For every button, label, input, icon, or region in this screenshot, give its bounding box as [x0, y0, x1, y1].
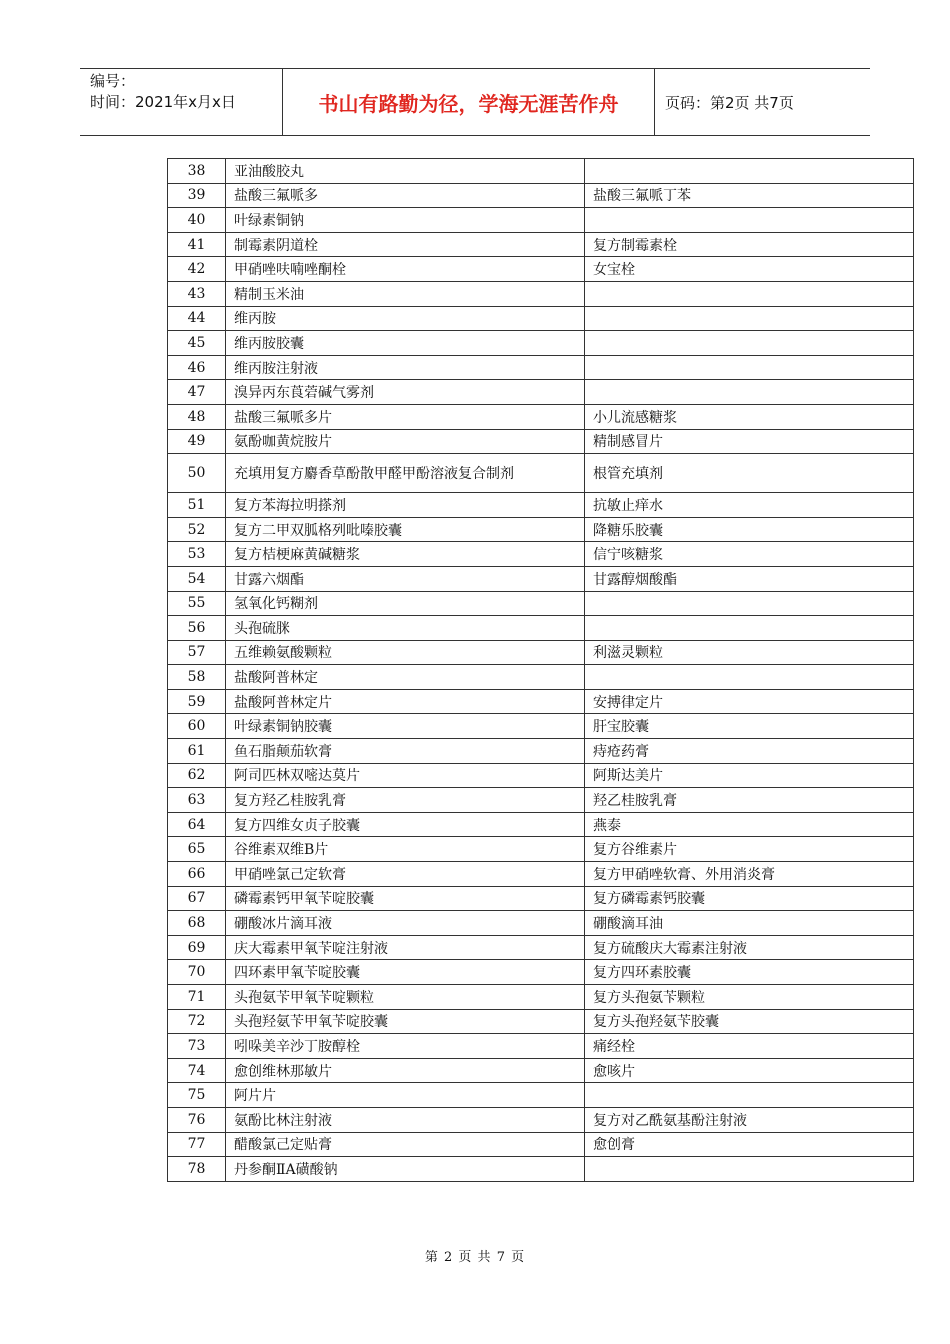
row-number-cell: 66 [168, 862, 226, 887]
drug-name-table [167, 158, 914, 1182]
table-row [168, 788, 914, 813]
row-number-cell: 56 [168, 616, 226, 641]
drug-name-cell: 精制玉米油 [226, 281, 585, 306]
original-name-cell: 羟乙桂胺乳膏 [585, 788, 914, 813]
table-row [168, 542, 914, 567]
drug-name-cell: 制霉素阴道栓 [226, 232, 585, 257]
original-name-cell: 阿斯达美片 [585, 763, 914, 788]
table-row [168, 640, 914, 665]
drug-name-cell: 复方苯海拉明搽剂 [226, 493, 585, 518]
drug-name-cell: 甲硝唑呋喃唑酮栓 [226, 257, 585, 282]
row-number-cell: 43 [168, 281, 226, 306]
original-name-cell: 复方谷维素片 [585, 837, 914, 862]
page-footer: 第 2 页 共 7 页 [424, 1250, 526, 1265]
original-name-cell: 抗敏止痒水 [585, 493, 914, 518]
row-number-cell: 40 [168, 208, 226, 233]
drug-name-cell: 头孢羟氨苄甲氧苄啶胶囊 [226, 1009, 585, 1034]
original-name-cell [585, 331, 914, 356]
row-number-cell: 38 [168, 159, 226, 184]
table-row [168, 454, 914, 493]
header-meta [80, 69, 283, 135]
drug-name-cell: 庆大霉素甲氧苄啶注射液 [226, 935, 585, 960]
row-number-cell: 39 [168, 183, 226, 208]
drug-name-cell: 愈创维林那敏片 [226, 1058, 585, 1083]
drug-name-cell: 亚油酸胶丸 [226, 159, 585, 184]
table-row [168, 517, 914, 542]
row-number-cell: 46 [168, 355, 226, 380]
table-row [168, 1034, 914, 1059]
row-number-cell: 72 [168, 1009, 226, 1034]
table-row [168, 862, 914, 887]
original-name-cell: 复方对乙酰氨基酚注射液 [585, 1107, 914, 1132]
row-number-cell: 47 [168, 380, 226, 405]
original-name-cell: 愈咳片 [585, 1058, 914, 1083]
original-name-cell [585, 281, 914, 306]
drug-name-cell: 复方羟乙桂胺乳膏 [226, 788, 585, 813]
row-number-cell: 55 [168, 591, 226, 616]
original-name-cell [585, 355, 914, 380]
original-name-cell [585, 208, 914, 233]
drug-name-cell: 充填用复方麝香草酚散甲醛甲酚溶液复合制剂 [226, 454, 585, 493]
table-row [168, 355, 914, 380]
drug-name-cell: 盐酸三氟哌多片 [226, 404, 585, 429]
table-row [168, 960, 914, 985]
row-number-cell: 49 [168, 429, 226, 454]
table-row [168, 208, 914, 233]
original-name-cell [585, 159, 914, 184]
drug-name-cell: 头孢硫脒 [226, 616, 585, 641]
table-row [168, 1107, 914, 1132]
table-row [168, 985, 914, 1010]
row-number-cell: 63 [168, 788, 226, 813]
row-number-cell: 67 [168, 886, 226, 911]
drug-name-cell: 维丙胺 [226, 306, 585, 331]
original-name-cell [585, 616, 914, 641]
drug-name-cell: 硼酸冰片滴耳液 [226, 911, 585, 936]
original-name-cell [585, 380, 914, 405]
table-row [168, 159, 914, 184]
drug-name-cell: 氨酚咖黄烷胺片 [226, 429, 585, 454]
original-name-cell: 复方硫酸庆大霉素注射液 [585, 935, 914, 960]
row-number-cell: 73 [168, 1034, 226, 1059]
table-row [168, 812, 914, 837]
table-row [168, 714, 914, 739]
row-number-cell: 76 [168, 1107, 226, 1132]
table-row [168, 739, 914, 764]
original-name-cell [585, 1157, 914, 1182]
drug-name-cell: 盐酸阿普林定 [226, 665, 585, 690]
table-row [168, 183, 914, 208]
header-page-info: 页码：第2页 共7页 [665, 93, 794, 112]
drug-name-table-body [168, 159, 914, 1182]
row-number-cell: 42 [168, 257, 226, 282]
original-name-cell: 根管充填剂 [585, 454, 914, 493]
original-name-cell: 小儿流感糖浆 [585, 404, 914, 429]
table-row [168, 566, 914, 591]
table-row [168, 886, 914, 911]
row-number-cell: 64 [168, 812, 226, 837]
row-number-cell: 62 [168, 763, 226, 788]
row-number-cell: 68 [168, 911, 226, 936]
table-row [168, 935, 914, 960]
row-number-cell: 51 [168, 493, 226, 518]
original-name-cell: 痛经栓 [585, 1034, 914, 1059]
drug-name-cell: 谷维素双维B片 [226, 837, 585, 862]
table-row [168, 493, 914, 518]
original-name-cell: 硼酸滴耳油 [585, 911, 914, 936]
table-row [168, 331, 914, 356]
drug-name-cell: 盐酸三氟哌多 [226, 183, 585, 208]
row-number-cell: 77 [168, 1132, 226, 1157]
row-number-cell: 44 [168, 306, 226, 331]
row-number-cell: 75 [168, 1083, 226, 1108]
original-name-cell [585, 665, 914, 690]
row-number-cell: 74 [168, 1058, 226, 1083]
drug-name-cell: 丹参酮ⅡA磺酸钠 [226, 1157, 585, 1182]
original-name-cell [585, 591, 914, 616]
row-number-cell: 50 [168, 454, 226, 493]
document-time-label: 时间：2021年x月x日 [90, 93, 236, 111]
row-number-cell: 57 [168, 640, 226, 665]
original-name-cell: 盐酸三氟哌丁苯 [585, 183, 914, 208]
original-name-cell: 复方磷霉素钙胶囊 [585, 886, 914, 911]
row-number-cell: 61 [168, 739, 226, 764]
drug-name-cell: 维丙胺注射液 [226, 355, 585, 380]
original-name-cell: 精制感冒片 [585, 429, 914, 454]
drug-name-cell: 磷霉素钙甲氧苄啶胶囊 [226, 886, 585, 911]
row-number-cell: 58 [168, 665, 226, 690]
header-slogan: 书山有路勤为径，学海无涯苦作舟 [283, 69, 655, 135]
row-number-cell: 65 [168, 837, 226, 862]
drug-name-cell: 复方桔梗麻黄碱糖浆 [226, 542, 585, 567]
row-number-cell: 41 [168, 232, 226, 257]
row-number-cell: 45 [168, 331, 226, 356]
drug-name-cell: 盐酸阿普林定片 [226, 689, 585, 714]
row-number-cell: 48 [168, 404, 226, 429]
drug-name-cell: 氢氧化钙糊剂 [226, 591, 585, 616]
drug-name-cell: 阿司匹林双嘧达莫片 [226, 763, 585, 788]
original-name-cell [585, 1083, 914, 1108]
original-name-cell: 愈创膏 [585, 1132, 914, 1157]
original-name-cell: 降糖乐胶囊 [585, 517, 914, 542]
table-row [168, 591, 914, 616]
original-name-cell: 肝宝胶囊 [585, 714, 914, 739]
drug-name-cell: 叶绿素铜钠 [226, 208, 585, 233]
row-number-cell: 60 [168, 714, 226, 739]
original-name-cell: 女宝栓 [585, 257, 914, 282]
original-name-cell: 痔疮药膏 [585, 739, 914, 764]
row-number-cell: 71 [168, 985, 226, 1010]
drug-name-cell: 甲硝唑氯己定软膏 [226, 862, 585, 887]
original-name-cell: 信宁咳糖浆 [585, 542, 914, 567]
table-row [168, 911, 914, 936]
table-row [168, 281, 914, 306]
table-row [168, 1157, 914, 1182]
drug-name-cell: 醋酸氯己定贴膏 [226, 1132, 585, 1157]
drug-name-cell: 甘露六烟酯 [226, 566, 585, 591]
row-number-cell: 52 [168, 517, 226, 542]
table-row [168, 232, 914, 257]
table-row [168, 665, 914, 690]
drug-name-cell: 溴异丙东莨菪碱气雾剂 [226, 380, 585, 405]
drug-name-cell: 复方二甲双胍格列吡嗪胶囊 [226, 517, 585, 542]
drug-name-cell: 叶绿素铜钠胶囊 [226, 714, 585, 739]
table-row [168, 1083, 914, 1108]
original-name-cell: 利滋灵颗粒 [585, 640, 914, 665]
table-row [168, 1009, 914, 1034]
original-name-cell: 安搏律定片 [585, 689, 914, 714]
row-number-cell: 70 [168, 960, 226, 985]
page-header [80, 68, 870, 136]
table-row [168, 306, 914, 331]
drug-name-cell: 头孢氨苄甲氧苄啶颗粒 [226, 985, 585, 1010]
row-number-cell: 54 [168, 566, 226, 591]
original-name-cell: 复方四环素胶囊 [585, 960, 914, 985]
original-name-cell: 复方头孢氨苄颗粒 [585, 985, 914, 1010]
original-name-cell: 复方头孢羟氨苄胶囊 [585, 1009, 914, 1034]
table-row [168, 1132, 914, 1157]
drug-name-cell: 阿片片 [226, 1083, 585, 1108]
table-row [168, 404, 914, 429]
table-row [168, 380, 914, 405]
row-number-cell: 69 [168, 935, 226, 960]
drug-name-cell: 氨酚比林注射液 [226, 1107, 585, 1132]
table-row [168, 429, 914, 454]
drug-name-cell: 维丙胺胶囊 [226, 331, 585, 356]
table-row [168, 616, 914, 641]
table-row [168, 1058, 914, 1083]
original-name-cell: 燕泰 [585, 812, 914, 837]
drug-name-cell: 吲哚美辛沙丁胺醇栓 [226, 1034, 585, 1059]
table-row [168, 689, 914, 714]
drug-name-cell: 复方四维女贞子胶囊 [226, 812, 585, 837]
drug-name-cell: 鱼石脂颠茄软膏 [226, 739, 585, 764]
original-name-cell: 复方甲硝唑软膏、外用消炎膏 [585, 862, 914, 887]
row-number-cell: 53 [168, 542, 226, 567]
table-row [168, 837, 914, 862]
table-row [168, 257, 914, 282]
row-number-cell: 59 [168, 689, 226, 714]
drug-name-cell: 五维赖氨酸颗粒 [226, 640, 585, 665]
original-name-cell: 复方制霉素栓 [585, 232, 914, 257]
original-name-cell: 甘露醇烟酸酯 [585, 566, 914, 591]
drug-name-cell: 四环素甲氧苄啶胶囊 [226, 960, 585, 985]
row-number-cell: 78 [168, 1157, 226, 1182]
table-row [168, 763, 914, 788]
original-name-cell [585, 306, 914, 331]
document-number-label: 编号： [90, 72, 136, 90]
